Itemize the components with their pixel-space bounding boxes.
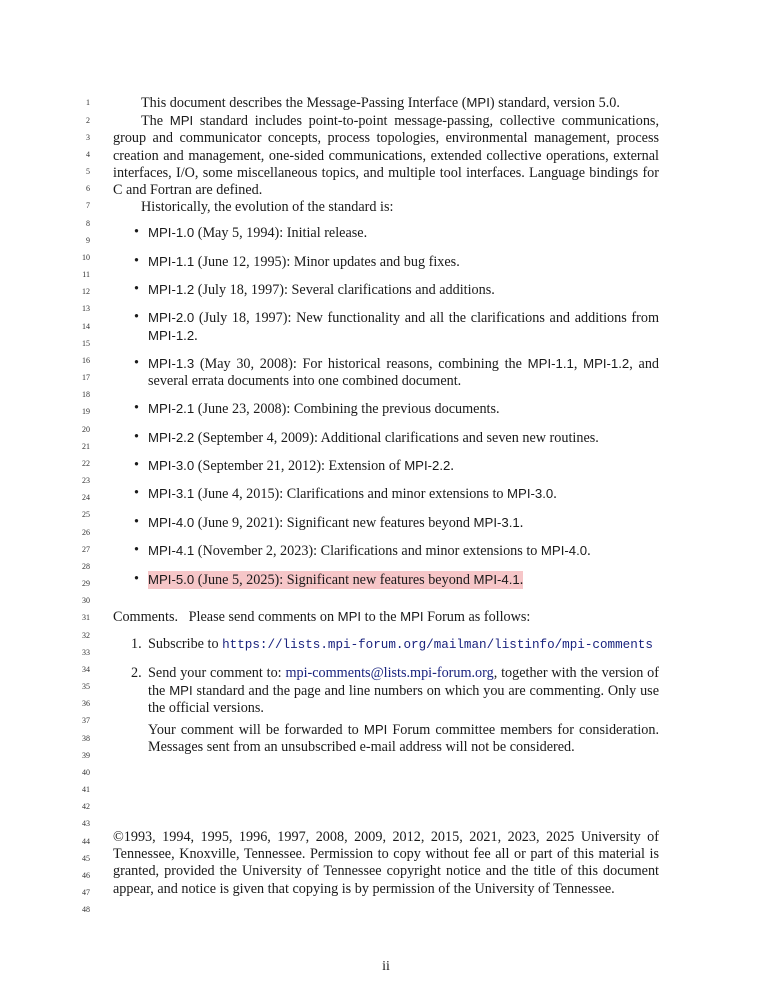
line-number: 11 [82, 270, 90, 279]
line-number: 33 [82, 648, 90, 657]
line-number: 12 [82, 287, 90, 296]
line-number: 25 [82, 510, 90, 519]
line-number: 23 [82, 476, 90, 485]
bullet-icon: • [134, 457, 139, 473]
version-label: MPI-5.0 [148, 572, 195, 587]
line-number: 44 [82, 837, 90, 846]
line-number: 42 [82, 802, 90, 811]
history-item-text: MPI-1.1 (June 12, 1995): Minor updates and bug fixes. [148, 254, 460, 270]
bullet-icon: • [134, 253, 139, 269]
bullet-icon: • [134, 355, 139, 371]
version-label: MPI-1.1 [148, 254, 195, 269]
line-number: 47 [82, 888, 90, 897]
bullet-icon: • [134, 309, 139, 325]
bullet-icon: • [134, 571, 139, 587]
line-number: 4 [86, 150, 90, 159]
version-label: MPI-1.0 [148, 225, 195, 240]
line-number: 1 [86, 98, 90, 107]
history-item-text: MPI-2.0 (July 18, 1997): New functionality and all the clarifications and additions from MPI-1.2. [148, 310, 659, 345]
bullet-icon: • [134, 514, 139, 530]
bullet-icon: • [134, 281, 139, 297]
line-number: 40 [82, 768, 90, 777]
history-item [134, 457, 659, 475]
version-label: MPI-4.0 [148, 515, 195, 530]
line-number: 8 [86, 219, 90, 228]
history-item-text: MPI-1.3 (May 30, 2008): For historical reasons, combining the MPI-1.1, MPI-1.2, and several errata documents into one combined document. [148, 356, 660, 390]
line-number: 32 [82, 631, 90, 640]
history-item-text: MPI-2.2 (September 4, 2009): Additional clarifications and seven new routines. [148, 430, 599, 446]
line-number: 48 [82, 905, 90, 914]
line-number: 20 [82, 425, 90, 434]
line-number: 13 [82, 304, 90, 313]
bullet-icon: • [134, 400, 139, 416]
line-number: 7 [86, 201, 90, 210]
line-number: 28 [82, 562, 90, 571]
history-item [134, 224, 659, 242]
line-number: 17 [82, 373, 90, 382]
line-number: 15 [82, 339, 90, 348]
version-label: MPI-2.2 [148, 430, 195, 445]
step-number: 1. [131, 636, 142, 652]
bullet-icon: • [134, 224, 139, 240]
intro-section [113, 94, 659, 216]
intro-paragraph-1: This document describes the Message-Passing Interface (MPI) standard, version 5.0. [141, 95, 620, 111]
history-item [134, 429, 659, 447]
line-number: 14 [82, 322, 90, 331]
history-item-text: MPI-3.1 (June 4, 2015): Clarifications and minor extensions to MPI-3.0. [148, 486, 557, 502]
line-number: 18 [82, 390, 90, 399]
history-item [134, 309, 659, 345]
step-subscribe: 1. Subscribe to https://lists.mpi-forum.org/mailman/listinfo/mpi-comments [131, 636, 653, 652]
forwarding-note: Your comment will be forwarded to MPI Forum committee members for consideration. Messages sent from an unsubscribed e-mail address will not be considered. [148, 722, 659, 756]
version-label: MPI-1.2 [148, 282, 195, 297]
line-number: 24 [82, 493, 90, 502]
line-number: 9 [86, 236, 90, 245]
line-number: 6 [86, 184, 90, 193]
version-label: MPI-1.3 [148, 356, 195, 371]
intro-paragraph-3: Historically, the evolution of the standard is: [141, 199, 394, 216]
version-label: MPI-2.1 [148, 401, 195, 416]
history-item-text: MPI-2.1 (June 23, 2008): Combining the previous documents. [148, 401, 500, 417]
version-label: MPI-2.0 [148, 310, 195, 325]
history-item [134, 400, 659, 418]
line-number: 10 [82, 253, 90, 262]
line-number: 34 [82, 665, 90, 674]
step-number: 2. [131, 665, 142, 681]
history-item-text: MPI-3.0 (September 21, 2012): Extension of MPI-2.2. [148, 458, 454, 474]
history-item [134, 571, 659, 589]
line-number: 16 [82, 356, 90, 365]
history-item [134, 485, 659, 503]
history-item [134, 542, 659, 560]
line-number: 35 [82, 682, 90, 691]
subscribe-link[interactable]: https://lists.mpi-forum.org/mailman/listinfo/mpi-comments [222, 638, 653, 652]
bullet-icon: • [134, 485, 139, 501]
line-number: 39 [82, 751, 90, 760]
line-number: 19 [82, 407, 90, 416]
line-number: 27 [82, 545, 90, 554]
line-number: 21 [82, 442, 90, 451]
history-item-text: MPI-4.1 (November 2, 2023): Clarifications and minor extensions to MPI-4.0. [148, 543, 591, 559]
version-label: MPI-3.1 [148, 486, 195, 501]
line-number: 37 [82, 716, 90, 725]
line-number: 38 [82, 734, 90, 743]
history-item [134, 253, 659, 271]
line-number: 3 [86, 133, 90, 142]
line-number: 31 [82, 613, 90, 622]
bullet-icon: • [134, 429, 139, 445]
intro-paragraph-2: The MPI standard includes point-to-point message-passing, collective communications, group and communicator concepts, process topologies, environmental management, process creation and management, one-sided communications, extended collective operations, external interfaces, I/O, some miscellaneous topics, and multiple tool interfaces. Language bindings for C and Fortran are defined. [113, 113, 659, 199]
history-item-text: MPI-1.2 (July 18, 1997): Several clarifications and additions. [148, 282, 495, 298]
copyright-notice: ©1993, 1994, 1995, 1996, 1997, 2008, 2009, 2012, 2015, 2021, 2023, 2025 University of Tennessee, Knoxville, Tennessee. Permission to copy without fee all or part of this material is granted, provided the University of Tennessee copyright notice and the title of this document appear, and notice is given that copying is by permission of the University of Tennessee. [113, 829, 659, 897]
history-item-text: MPI-5.0 (June 5, 2025): Significant new features beyond MPI-4.1. [148, 572, 524, 588]
line-number: 29 [82, 579, 90, 588]
comments-heading: Comments. [113, 609, 179, 625]
line-number: 2 [86, 116, 90, 125]
line-number: 30 [82, 596, 90, 605]
line-number: 41 [82, 785, 90, 794]
line-number: 46 [82, 871, 90, 880]
line-number: 45 [82, 854, 90, 863]
step-send-comment: 2. Send your comment to: mpi-comments@lists.mpi-forum.org, together with the version of the MPI standard and the page and line numbers on which you are commenting. Only use the official versions. [131, 665, 660, 717]
history-item-text: MPI-4.0 (June 9, 2021): Significant new features beyond MPI-3.1. [148, 515, 524, 531]
line-number: 5 [86, 167, 90, 176]
history-item [134, 514, 659, 532]
history-item [134, 281, 659, 299]
comments-section [113, 608, 659, 626]
line-number: 36 [82, 699, 90, 708]
history-item-text: MPI-1.0 (May 5, 1994): Initial release. [148, 225, 368, 241]
history-item [134, 355, 660, 390]
line-number: 26 [82, 528, 90, 537]
version-label: MPI-3.0 [148, 458, 195, 473]
line-number: 43 [82, 819, 90, 828]
line-number: 22 [82, 459, 90, 468]
comments-lead: Comments. Please send comments on MPI to the MPI Forum as follows: [113, 609, 531, 625]
bullet-icon: • [134, 542, 139, 558]
email-link[interactable]: mpi-comments@lists.mpi-forum.org [285, 665, 494, 681]
page-number: ii [382, 959, 390, 974]
version-label: MPI-4.1 [148, 543, 195, 558]
